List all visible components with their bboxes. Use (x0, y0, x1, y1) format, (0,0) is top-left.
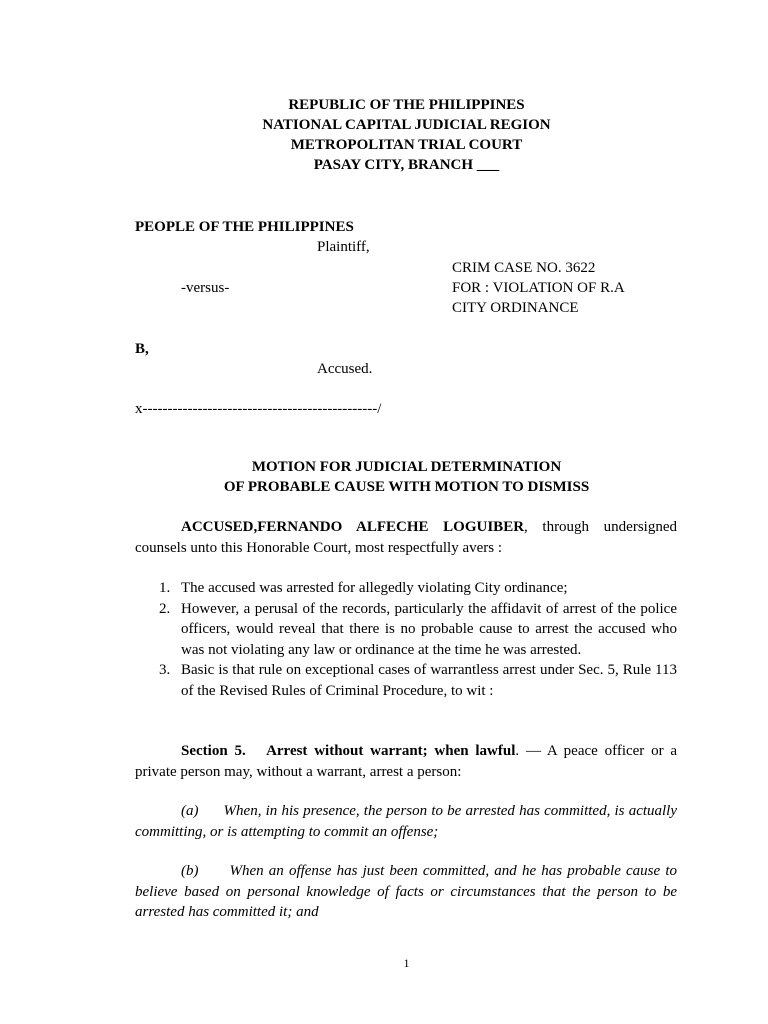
court-header-line-4: PASAY CITY, BRANCH ___ (313, 157, 500, 173)
section-text: . — A peace officer or a private person may, without a warrant, arrest a person: (135, 743, 678, 780)
caption-separator: x-----------------------------------------------/ (135, 401, 382, 417)
court-header-line-1: REPUBLIC OF THE PHILIPPINES (288, 97, 525, 113)
section-5-paragraph (135, 741, 677, 782)
motion-title-line-1: MOTION FOR JUDICIAL DETERMINATION (251, 459, 562, 475)
motion-title-line-2: OF PROBABLE CAUSE WITH MOTION TO DISMISS (223, 479, 590, 495)
item-text: The accused was arrested for allegedly violating City ordinance; (181, 580, 568, 596)
subsection-b-label: (b) (181, 863, 199, 879)
intro-paragraph (135, 517, 677, 558)
subsection-b (135, 861, 677, 923)
plaintiff-role: Plaintiff, (317, 239, 370, 255)
item-number: 2. (159, 600, 171, 617)
court-header-line-2: NATIONAL CAPITAL JUDICIAL REGION (262, 117, 551, 133)
court-header-line-3: METROPOLITAN TRIAL COURT (290, 137, 523, 153)
list-item (135, 660, 677, 701)
list-item (135, 599, 677, 661)
section-heading: Arrest without warrant; when lawful (266, 743, 516, 759)
subsection-a-text: When, in his presence, the person to be arrested has committed, is actually committing, or is attempting to commit an offense; (135, 803, 678, 840)
page-number: 1 (403, 956, 410, 970)
intro-text: , through undersigned counsels unto this Honorable Court, most respectfully avers : (135, 519, 677, 556)
ordinance-label: CITY ORDINANCE (452, 300, 579, 316)
subsection-a-label: (a) (181, 803, 199, 819)
section-label: Section 5. (181, 743, 246, 759)
accused-full-name: ACCUSED,FERNANDO ALFECHE LOGUIBER (181, 519, 525, 535)
item-number: 3. (159, 662, 171, 678)
plaintiff-name: PEOPLE OF THE PHILIPPINES (135, 219, 354, 235)
averments-list (135, 578, 677, 701)
accused-role: Accused. (317, 361, 373, 377)
versus-label: -versus- (181, 280, 230, 296)
violation-label: FOR : VIOLATION OF R.A (452, 280, 625, 296)
accused-name: B, (135, 341, 149, 357)
subsection-a (135, 801, 677, 842)
subsection-b-text: When an offense has just been committed, and he has probable cause to believe based on personal knowledge of facts or circumstances that the person to be arrested has committed it; and (135, 863, 678, 920)
list-item (135, 578, 677, 599)
item-text: However, a perusal of the records, particularly the affidavit of arrest of the police officers, would reveal that there is no probable cause to arrest the accused who was not violating any law or ordinance at the time he was arrested. (181, 600, 677, 658)
case-number: CRIM CASE NO. 3622 (452, 260, 596, 276)
item-number: 1. (159, 580, 171, 596)
item-text: Basic is that rule on exceptional cases of warrantless arrest under Sec. 5, Rule 113 of the Revised Rules of Criminal Procedure, to wit : (181, 662, 677, 699)
